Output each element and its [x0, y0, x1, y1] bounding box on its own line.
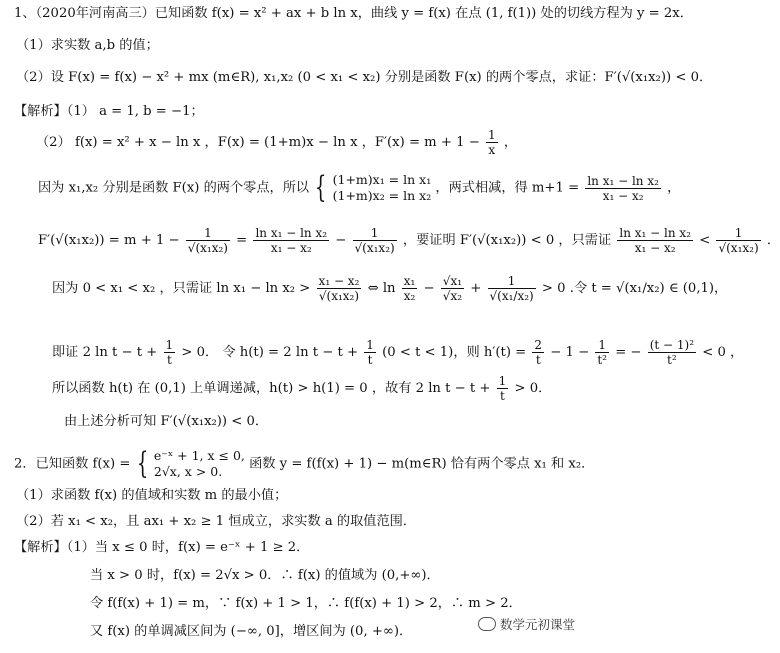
solution-1-line-7: 所以函数 h(t) 在 (0,1) 上单调递减，h(t) > h(1) = 0 ，故有 2 ln t − t + $\frac{1}{t}$ > 0．: [52, 374, 552, 403]
solution-1-line-3: 因为 x₁,x₂ 分别是函数 F(x) 的两个零点，所以 { (1+m)x₁ = ln x₁ (1+m)x₂ = ln x₂ ，两式相减，得 m+1 = $\frac{\text{ln x₁ − ln x₂}}{\text{x₁ − x₂}}$ ，: [38, 170, 681, 205]
problem-2-statement: 2．已知函数 f(x) = { e⁻ˣ + 1, x ≤ 0, 2√x, x > 0. 函数 y = f(f(x) + 1) − m(m∈R) 恰有两个零点 x₁ 和 x₂．: [14, 446, 595, 481]
piecewise-brace: {: [136, 446, 148, 481]
problem-1-part-2: （2）设 F(x) = f(x) − x² + mx (m∈R), x₁,x₂ (0 < x₁ < x₂) 分别是函数 F(x) 的两个零点，求证：F′(√(x₁x₂)) < 0．: [16, 70, 713, 85]
formula-text: （2） f(x) = x² + x − ln x ，F(x) = (1+m)x − ln x ，F′(x) = m + 1 −: [36, 135, 480, 150]
equation-system: (1+m)x₁ = ln x₁ (1+m)x₂ = ln x₂: [332, 172, 432, 203]
solution-2-line-1: 【解析】（1）当 x ≤ 0 时，f(x) = e⁻ˣ + 1 ≥ 2．: [14, 540, 310, 555]
fraction: $\frac{\text{ln x₁ − ln x₂}}{\text{x₁ − x₂}}$: [587, 173, 659, 203]
solution-1-part-1: 【解析】（1） a = 1, b = −1；: [14, 104, 204, 119]
watermark: 数学元初课堂: [478, 615, 575, 633]
problem-1-part-1: （1）求实数 a,b 的值；: [16, 38, 159, 53]
piecewise-function: e⁻ˣ + 1, x ≤ 0, 2√x, x > 0.: [153, 448, 245, 479]
solution-2-line-4: 又 f(x) 的单调减区间为 (−∞, 0]，增区间为 (0, +∞)．: [90, 624, 413, 639]
problem-2-part-2: （2）若 x₁ < x₂，且 ax₁ + x₂ ≥ 1 恒成立，求实数 a 的取值范围．: [16, 514, 417, 529]
wechat-icon: [478, 617, 496, 631]
solution-1-line-2: （2） f(x) = x² + x − ln x ，F(x) = (1+m)x − ln x ，F′(x) = m + 1 − $\frac{1}{x}$ ，: [36, 128, 517, 157]
solution-1-conclusion: 由上述分析可知 F′(√(x₁x₂)) < 0．: [64, 414, 269, 429]
fraction: $\frac{1}{x}$: [487, 128, 496, 157]
solution-2-line-3: 令 f(f(x) + 1) = m，∵ f(x) + 1 > 1，∴ f(f(x) + 1) > 2，∴ m > 2．: [90, 596, 522, 611]
problem-2-part-1: （1）求函数 f(x) 的值域和实数 m 的最小值；: [16, 488, 288, 503]
problem-1-statement: 1、（2020年河南高三）已知函数 f(x) = x² + ax + b ln x，曲线 y = f(x) 在点 (1, f(1)) 处的切线方程为 y = 2x．: [14, 6, 693, 21]
solution-1-line-6: 即证 2 ln t − t + $\frac{1}{t}$ > 0． 令 h(t) = 2 ln t − t + $\frac{1}{t}$ (0 < t < 1)，则 h′(t) = $\frac{2}{t}$ − 1 − $\frac{1}{\text{t²}}$ = − $\frac{\text{(t − 1)²}}{\text{t²}}$ < 0 ，: [52, 338, 744, 367]
system-brace: {: [315, 170, 327, 205]
solution-1-line-5: 因为 0 < x₁ < x₂ ，只需证 ln x₁ − ln x₂ > $\frac{\text{x₁ − x₂}}{\text{√(x₁x₂)}}$ ⇔ ln $\frac{\text{x₁}}{\text{x₂}}$ − $\frac{\text{√x₁}}{\text{√x₂}}$ + $\frac{1}{\text{√(x₁/x₂)}}$ > 0 .令 t = √(x₁/x₂) ∈ (0,1)，: [52, 274, 728, 303]
solution-2-line-2: 当 x > 0 时，f(x) = 2√x > 0．∴ f(x) 的值域为 (0,+∞)．: [90, 568, 440, 583]
solution-1-line-4: F′(√(x₁x₂)) = m + 1 − $\frac{1}{\text{√(x₁x₂)}}$ = $\frac{\text{ln x₁ − ln x₂}}{\text{x₁ − x₂}}$ − $\frac{1}{\text{√(x₁x₂)}}$ ，要证明 F′(√(x₁x₂)) < 0 ，只需证 $\frac{\text{ln x₁ − ln x₂}}{\text{x₁ − x₂}}$ < $\frac{1}{\text{√(x₁x₂)}}$ ．: [38, 226, 780, 255]
